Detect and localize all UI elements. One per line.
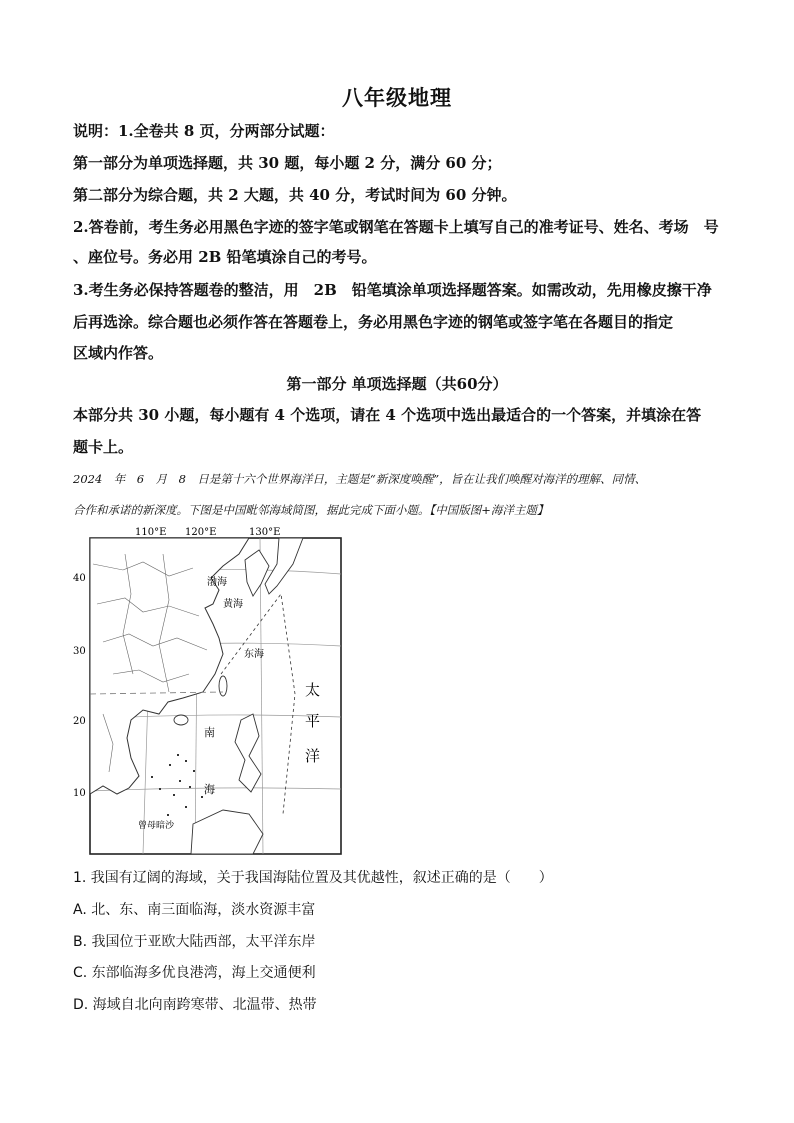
context-text: 2024 年 6 月 8 日是第十六个世界海洋日，主题是“新深度唤醒”，旨在让我们唤醒对海洋的理解、同情、 xyxy=(73,472,647,486)
ocean-label: 平 xyxy=(305,712,321,730)
lat-label: 30 xyxy=(73,646,86,657)
section-title: 第一部分 单项选择题（共60分） xyxy=(286,375,508,393)
ocean-label: 洋 xyxy=(305,747,321,765)
instruction-line: 3.考生务必保持答题卷的整洁，用 2B 铅笔填涂单项选择题答案。如需改动，先用橡皮擦干净 xyxy=(73,281,712,299)
option-d[interactable]: D. 海域自北向南跨寒带、北温带、热带 xyxy=(73,997,317,1013)
instruction-line: 后再选涂。综合题也必须作答在答题卷上，务必用黑色字迹的钢笔或签字笔在各题目的指定 xyxy=(73,313,674,331)
section-description: 题卡上。 xyxy=(73,438,134,456)
lat-label: 40 xyxy=(73,573,86,584)
option-b[interactable]: B. 我国位于亚欧大陆西部，太平洋东岸 xyxy=(73,934,316,950)
option-c[interactable]: C. 东部临海多优良港湾，海上交通便利 xyxy=(73,965,316,981)
section-description: 本部分共 30 小题，每小题有 4 个选项，请在 4 个选项中选出最适合的一个答案，并填涂在答 xyxy=(73,406,702,424)
lon-label: 120°E xyxy=(185,527,217,538)
china-sea-map xyxy=(73,524,345,858)
sea-label: 黄海 xyxy=(223,599,243,610)
lon-label: 110°E xyxy=(135,527,167,538)
sea-label: 海 xyxy=(204,783,215,796)
ocean-label: 太 xyxy=(305,681,321,699)
instruction-line: 区域内作答。 xyxy=(73,344,164,362)
sea-label: 东海 xyxy=(244,649,264,660)
option-a[interactable]: A. 北、东、南三面临海，淡水资源丰富 xyxy=(73,902,316,918)
sea-label: 南 xyxy=(204,726,215,739)
instruction-line: 第二部分为综合题，共 2 大题，共 40 分，考试时间为 60 分钟。 xyxy=(73,186,517,204)
sea-label: 渤海 xyxy=(207,577,227,588)
instruction-line: 说明：1.全卷共 8 页，分两部分试题： xyxy=(73,122,335,140)
lon-label: 130°E xyxy=(249,527,281,538)
sea-label: 曾母暗沙 xyxy=(138,821,175,831)
instruction-line: 2.答卷前，考生务必用黑色字迹的签字笔或钢笔在答题卡上填写自己的准考证号、姓名、考场 号 xyxy=(73,218,719,236)
lat-label: 20 xyxy=(73,716,86,727)
lat-label: 10 xyxy=(73,788,86,799)
question-stem: 1. 我国有辽阔的海域，关于我国海陆位置及其优越性，叙述正确的是（ ） xyxy=(73,870,553,886)
context-text: 合作和承诺的新深度。下图是中国毗邻海域简图，据此完成下面小题。【中国版图+海洋主题】 xyxy=(73,503,549,517)
page-title: 八年级地理 xyxy=(342,85,452,110)
instruction-line: 、座位号。务必用 2B 铅笔填涂自己的考号。 xyxy=(73,248,377,266)
instruction-line: 第一部分为单项选择题，共 30 题，每小题 2 分，满分 60 分； xyxy=(73,154,502,172)
